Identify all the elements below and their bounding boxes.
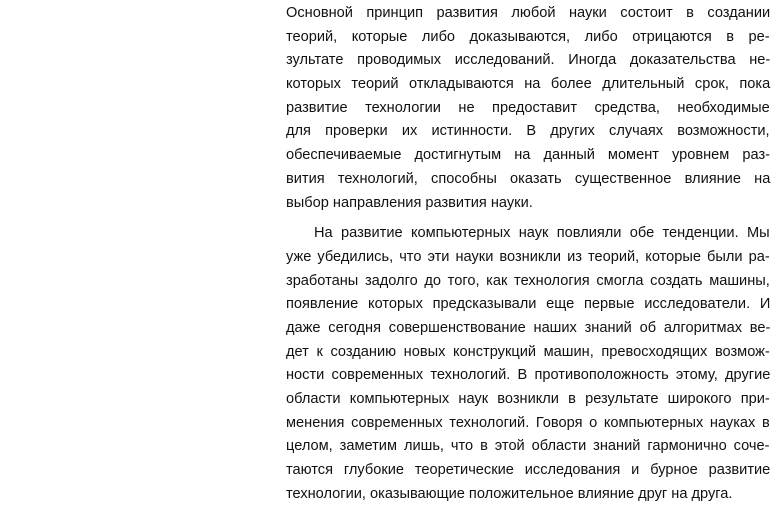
text-line: технологии, оказывающие положительное влияние друг на друга. <box>286 485 733 502</box>
text-line: целом, заметим лишь, что в этой области знаний гармонично соче- <box>286 438 770 455</box>
text-column <box>286 2 770 506</box>
text-line: таются глубокие теоретические исследования и бурное развитие <box>286 462 771 479</box>
text-line: уже убедились, что эти науки возникли из теорий, которые были ра- <box>286 248 770 265</box>
text-line: области компьютерных наук возникли в результате широкого при- <box>286 391 770 407</box>
text-line: теорий, которые либо доказываются, либо отрицаются в ре- <box>286 28 770 45</box>
text-line: появление которых предсказывали еще первые исследователи. И <box>286 296 771 313</box>
paragraph-1 <box>286 2 770 215</box>
text-line: На развитие компьютерных наук повлияли обе тенденции. Мы <box>314 225 770 242</box>
text-line: зработаны задолго до того, как технология смогла создать машины, <box>286 272 770 289</box>
text-line: дет к созданию новых конструкций машин, превосходящих возмож- <box>286 343 770 360</box>
text-line: которых теорий откладываются на более длительный срок, пока <box>286 76 771 93</box>
text-line: ности современных технологий. В противоположность этому, другие <box>286 367 771 384</box>
text-line: выбор направления развития науки. <box>286 194 533 211</box>
text-line: для проверки их истинности. В других случаях возможности, <box>286 123 770 140</box>
text-line: обеспечиваемые достигнутым на данный момент уровнем раз- <box>286 147 771 164</box>
text-line: развитие технологии не предоставит средства, необходимые <box>286 99 770 116</box>
text-line: даже сегодня совершенствование наших знаний об алгоритмах ве- <box>286 319 771 336</box>
paragraph-2 <box>286 222 770 506</box>
text-line: зультате проводимых исследований. Иногда доказательства не- <box>286 52 771 69</box>
text-line: Основной принцип развития любой науки состоит в создании <box>286 5 771 21</box>
text-line: вития технологий, способны оказать существенное влияние на <box>286 170 771 187</box>
text-line: менения современных технологий. Говоря о компьютерных науках в <box>286 414 770 431</box>
